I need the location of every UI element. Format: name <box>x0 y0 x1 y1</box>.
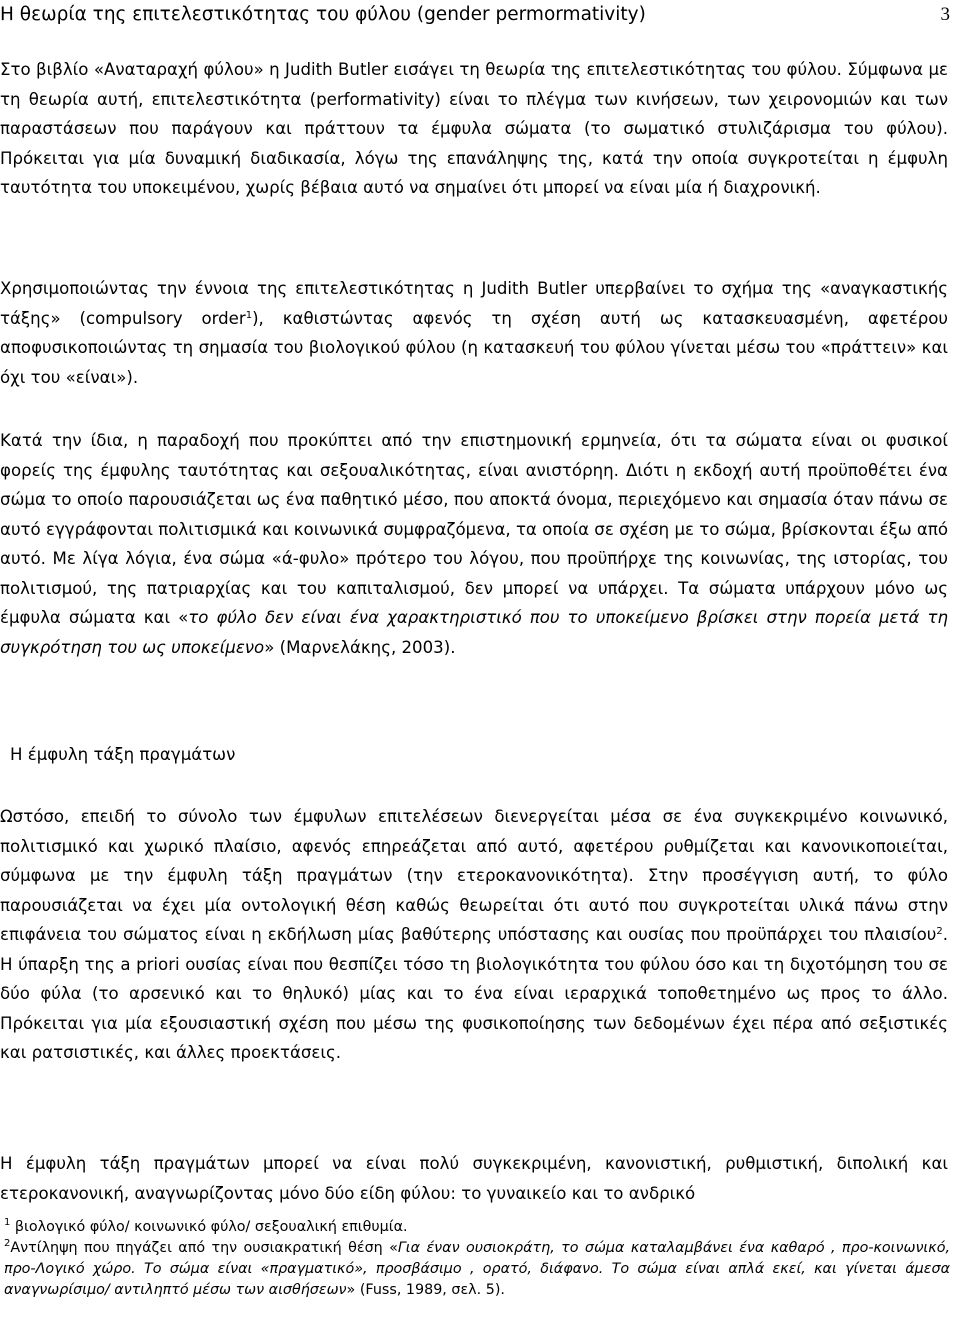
footnote-ref-1: 1 <box>245 309 253 321</box>
paragraph-3-text-b: » (Μαρνελάκης, 2003). <box>264 637 456 657</box>
paragraph-4-text-a: Ωστόσο, επειδή το σύνολο των έμφυλων επιτελέσεων διενεργείται μέσα σε ένα συγκεκριμένο κοινωνικό, πολιτισμικό και χωρικό πλαίσιο, αφενός επηρεάζεται από αυτό, αφετέρου ρυθμίζεται και κανονικοποιείται, σύμφωνα με την έμφυλη τάξη πραγμάτων (την ετεροκανονικότητα). Στην προσέγγιση αυτή, το φύλο παρουσιάζεται να έχει μία οντολογική θέση καθώς θεωρείται ότι αυτό που συγκροτείται υλικά πάνω στην επιφάνεια του σώματος είναι η εκδήλωση μίας βαθύτερης υπόστασης και ουσίας που προϋπάρχει του πλαισίου <box>0 807 948 944</box>
paragraph-3-quote: το φύλο δεν είναι ένα χαρακτηριστικό που το υποκείμενο βρίσκει στην πορεία μετά τη συγκρότηση του ως υποκείμενο <box>0 608 948 657</box>
footnote-1-text: βιολογικό φύλο/ κοινωνικό φύλο/ σεξουαλική επιθυμία. <box>10 1219 408 1235</box>
page-number: 3 <box>940 4 950 25</box>
footnote-1-marker: 1 <box>4 1217 11 1228</box>
paragraph-1-text: Στο βιβλίο «Αναταραχή φύλου» η Judith Butler εισάγει τη θεωρία της επιτελεστικότητας του φύλου. Σύμφωνα με τη θεωρία αυτή, επιτελεστικότητα (performativity) είναι το πλέγμα των κινήσεων, των χειρονομιών και των παραστάσεων που παράγουν και πράττουν τα έμφυλα σώματα (το σωματικό στυλιζάρισμα του φύλου). Πρόκειται για μία δυναμική διαδικασία, λόγω της επανάληψης της, κατά την οποία συγκροτείται η έμφυλη ταυτότητα του υποκειμένου, χωρίς βέβαια αυτό να σημαίνει ότι μπορεί να είναι μία ή διαχρονική. <box>0 60 948 197</box>
footnote-2-quote: Για έναν ουσιοκράτη, το σώμα καταλαμβάνει ένα καθαρό , προ-κοινωνικό, προ-Λογικό χώρο. Το σώμα είναι «πραγματικό», προσβάσιμο , ορατό, διάφανο. Το σώμα είναι απλά εκεί, και γίνεται άμεσα αναγνωρίσιμο/ αντιληπτό μέσω των αισθήσεων <box>4 1240 950 1298</box>
paragraph-5 <box>0 1149 948 1208</box>
footnote-2 <box>4 1238 950 1301</box>
footnote-ref-2: 2 <box>936 926 943 937</box>
paragraph-5-text: Η έμφυλη τάξη πραγμάτων μπορεί να είναι πολύ συγκεκριμένη, κανονιστική, ρυθμιστική, διπολική και ετεροκανονική, αναγνωρίζοντας μόνο δύο είδη φύλου: το γυναικείο και το ανδρικό <box>0 1154 948 1203</box>
paragraph-3 <box>0 426 948 662</box>
paragraph-2-text-a: Χρησιμοποιώντας την έννοια της επιτελεστικότητας η Judith Butler υπερβαίνει το σχήμα της «αναγκαστικής τάξης» (compulsory order <box>0 279 948 328</box>
paragraph-3-text-a: Κατά την ίδια, η παραδοχή που προκύπτει από την επιστημονική ερμηνεία, ότι τα σώματα είναι οι φυσικοί φορείς της έμφυλης ταυτότητας και σεξουαλικότητας, είναι ανιστόρηη. Διότι η εκδοχή αυτή προϋποθέτει ένα σώμα το οποίο παρουσιάζεται ως ένα παθητικό μέσο, που αποκτά όνομα, περιεχόμενο και σημασία όταν πάνω σε αυτό εγγράφονται πολιτισμικά και κοινωνικά συμφραζόμενα, τα οποία σε σχέση με το σώμα, βρίσκονται έξω από αυτό. Με λίγα λόγια, ένα σώμα «ά-φυλο» πρότερο του λόγου, που προϋπήρχε της κοινωνίας, της ιστορίας, του πολιτισμού, της πατριαρχίας και του καπιταλισμού, δεν μπορεί να υπάρχει. Τα σώματα υπάρχουν μόνο ως έμφυλα σώματα και « <box>0 431 948 627</box>
footnote-2-marker: 2 <box>4 1238 11 1249</box>
section-heading: Η έμφυλη τάξη πραγμάτων <box>10 745 236 764</box>
running-title: Η θεωρία της επιτελεστικότητας του φύλου (gender permormativity) <box>0 4 646 25</box>
footnote-1 <box>4 1217 950 1238</box>
page-header <box>0 2 950 28</box>
footnote-2-text-a: Αντίληψη που πηγάζει από την ουσιακρατική θέση « <box>10 1240 398 1256</box>
paragraph-4-text-b: . Η ύπαρξη της a priori ουσίας είναι που θεσπίζει τόσο τη βιολογικότητα του φύλου όσο και τη διχοτόμηση του σε δύο φύλα (το αρσενικό και το θηλυκό) μίας και το ένα είναι ιεραρχικά τοποθετημένο ως προς το άλλο. Πρόκειται για μία εξουσιαστική σχέση που μέσω της φυσικοποίησης των δεδομένων έχει πέρα από σεξιστικές και ρατσιστικές, και άλλες προεκτάσεις. <box>0 925 948 1062</box>
paragraph-2 <box>0 274 948 392</box>
footnote-2-text-b: » (Fuss, 1989, σελ. 5). <box>346 1282 505 1298</box>
paragraph-4 <box>0 802 948 1068</box>
paragraph-1 <box>0 55 948 203</box>
paragraph-2-text-b: ), καθιστώντας αφενός τη σχέση αυτή ως κατασκευασμένη, αφετέρου αποφυσικοποιώντας τη σημασία του βιολογικού φύλου (η κατασκευή του φύλου γίνεται μέσω του «πράττειν» και όχι του «είναι»). <box>0 308 948 387</box>
